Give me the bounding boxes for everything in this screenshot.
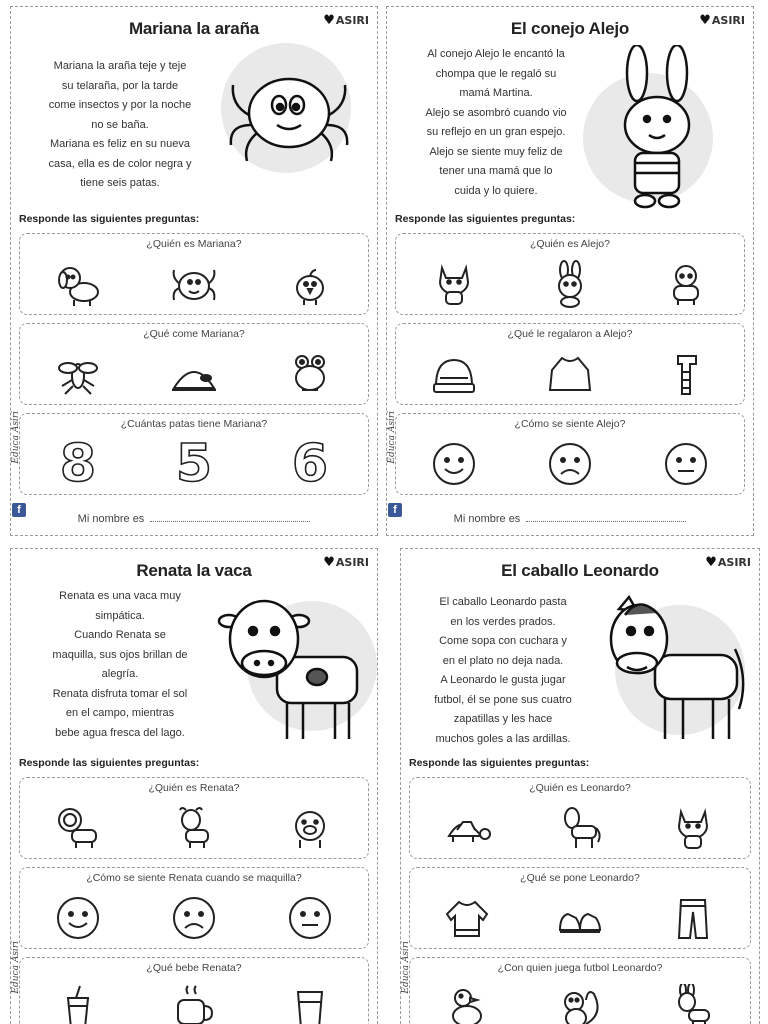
brand-logo: ♥ASIRI <box>699 13 745 28</box>
story-text: Al conejo Alejo le encantó la chompa que le regaló su mamá Martina. Alejo se asombró cuando vio su reflejo en un gran espejo. Alejo se siente muy feliz de tener una mamá que lo cuida y lo quiere. <box>425 48 567 197</box>
answer-option-hat[interactable] <box>428 348 480 400</box>
squirrel-icon <box>556 984 604 1024</box>
answer-option-cat[interactable] <box>428 258 480 310</box>
answer-option-neutral[interactable] <box>284 892 336 944</box>
response-prompt: Responde las siguientes preguntas: <box>19 757 200 769</box>
card-title: Mariana la araña <box>128 19 260 38</box>
cat-icon <box>669 804 717 852</box>
sweater-icon <box>546 350 594 398</box>
answer-option-horse[interactable] <box>554 802 606 854</box>
answer-option-6[interactable]: 6 <box>291 434 329 494</box>
answer-option-spider[interactable] <box>168 258 220 310</box>
story-text: Mariana la araña teje y teje su telaraña, por la tarde come insectos y por la noche no se baña. Mariana es feliz en su nueva casa, ella es de color negra y tiene seis patas. <box>48 60 192 189</box>
facebook-icon: f <box>12 503 26 517</box>
frog-icon <box>286 350 334 398</box>
heart-icon: ♥ <box>323 13 335 28</box>
brand-logo: ♥ASIRI <box>705 555 751 570</box>
happy-face-icon <box>430 440 478 488</box>
card-title: El conejo Alejo <box>510 19 630 38</box>
worksheet-card-renata <box>10 548 378 1024</box>
question-box <box>19 777 369 859</box>
side-label: Educa Asiri <box>387 411 397 464</box>
sheep-icon <box>662 260 710 308</box>
question-box <box>395 323 745 405</box>
question-box <box>19 957 369 1024</box>
question-box <box>409 777 751 859</box>
goat-icon <box>170 804 218 852</box>
answer-option-sheep[interactable] <box>660 258 712 310</box>
question-text: ¿Quién es Mariana? <box>146 238 242 250</box>
question-text: ¿Qué se pone Leonardo? <box>520 872 640 884</box>
turtle-icon <box>443 804 491 852</box>
worksheet-card-leonardo <box>400 548 760 1024</box>
story-text: El caballo Leonardo pasta en los verdes prados. Come sopa con cuchara y en el plato no deja nada. A Leonardo le gusta jugar futbol, él se pone sus cuatro zapatillas y les hace muchos goles a las ardillas. <box>434 596 572 745</box>
answer-option-fly[interactable] <box>52 348 104 400</box>
side-label: Educa Asiri <box>401 941 411 994</box>
answer-option-lion[interactable] <box>52 802 104 854</box>
sad-face-icon <box>546 440 594 488</box>
spider-illustration <box>229 65 349 165</box>
fly-icon <box>54 350 102 398</box>
question-box <box>19 413 369 495</box>
story-text: Renata es una vaca muy simpática. Cuando Renata se maquilla, sus ojos brillan de alegría. Renata disfruta tomar el sol en el campo, mientras bebe agua fresca del lago. <box>52 590 188 739</box>
answer-option-5[interactable]: 5 <box>175 434 213 494</box>
question-box <box>19 323 369 405</box>
rabbit-icon <box>546 260 594 308</box>
answer-option-cocoa[interactable] <box>168 982 220 1024</box>
brand-logo: ♥ASIRI <box>323 555 369 570</box>
response-prompt: Responde las siguientes preguntas: <box>19 213 200 225</box>
answer-option-sad[interactable] <box>544 438 596 490</box>
response-prompt: Responde las siguientes preguntas: <box>409 757 590 769</box>
answer-option-frog[interactable] <box>284 348 336 400</box>
answer-option-goat[interactable] <box>168 802 220 854</box>
lion-icon <box>54 804 102 852</box>
answer-option-sad[interactable] <box>168 892 220 944</box>
question-text: ¿Cómo se siente Renata cuando se maquilla? <box>86 872 302 884</box>
bird-icon <box>286 260 334 308</box>
question-text: ¿Quién es Renata? <box>148 782 240 794</box>
answer-option-cat[interactable] <box>667 802 719 854</box>
answer-option-water-glass[interactable] <box>284 982 336 1024</box>
question-text: ¿Cuántas patas tiene Mariana? <box>120 418 268 430</box>
worksheet-card-alejo <box>386 6 754 536</box>
answer-option-duck[interactable] <box>441 982 493 1024</box>
question-text: ¿Quién es Alejo? <box>530 238 610 250</box>
question-box <box>19 867 369 949</box>
answer-option-scarf[interactable] <box>660 348 712 400</box>
response-prompt: Responde las siguientes preguntas: <box>395 213 576 225</box>
hat-icon <box>430 350 478 398</box>
answer-option-happy[interactable] <box>428 438 480 490</box>
answer-option-squirrel[interactable] <box>554 982 606 1024</box>
heart-icon: ♥ <box>699 13 711 28</box>
neutral-face-icon <box>286 894 334 942</box>
answer-option-happy[interactable] <box>52 892 104 944</box>
sneakers-icon <box>556 894 604 942</box>
rabbit-illustration <box>597 45 717 215</box>
answer-option-pants[interactable] <box>667 892 719 944</box>
answer-option-bird[interactable] <box>284 258 336 310</box>
neutral-face-icon <box>662 440 710 488</box>
heart-icon: ♥ <box>705 555 717 570</box>
heart-icon: ♥ <box>323 555 335 570</box>
question-text: ¿Qué come Mariana? <box>143 328 245 340</box>
donkey-icon <box>669 984 717 1024</box>
answer-option-roast-chicken[interactable] <box>168 348 220 400</box>
horse-icon <box>556 804 604 852</box>
brand-logo: ♥ASIRI <box>323 13 369 28</box>
side-label: Educa Asiri <box>11 941 21 994</box>
question-box <box>409 957 751 1024</box>
horse-illustration <box>599 589 749 749</box>
answer-option-neutral[interactable] <box>660 438 712 490</box>
dog-icon <box>54 260 102 308</box>
name-field[interactable]: Mi nombre es <box>11 513 377 525</box>
worksheet-card-mariana <box>10 6 378 536</box>
side-label: Educa Asiri <box>11 411 21 464</box>
sad-face-icon <box>170 894 218 942</box>
water-glass-icon <box>286 984 334 1024</box>
facebook-icon: f <box>388 503 402 517</box>
sweater-icon <box>443 894 491 942</box>
answer-option-turtle[interactable] <box>441 802 493 854</box>
answer-option-rabbit[interactable] <box>544 258 596 310</box>
question-text: ¿Quién es Leonardo? <box>529 782 631 794</box>
question-text: ¿Qué le regalaron a Alejo? <box>507 328 633 340</box>
answer-option-donkey[interactable] <box>667 982 719 1024</box>
answer-option-sweater[interactable] <box>544 348 596 400</box>
card-title: El caballo Leonardo <box>501 561 659 580</box>
name-field[interactable]: Mi nombre es <box>387 513 753 525</box>
question-text: ¿Cómo se siente Alejo? <box>514 418 626 430</box>
juice-icon <box>54 984 102 1024</box>
answer-option-sweater[interactable] <box>441 892 493 944</box>
happy-face-icon <box>54 894 102 942</box>
answer-option-juice[interactable] <box>52 982 104 1024</box>
question-text: ¿Con quien juega futbol Leonardo? <box>497 962 663 974</box>
duck-icon <box>443 984 491 1024</box>
question-box <box>409 867 751 949</box>
question-box <box>19 233 369 315</box>
question-text: ¿Qué bebe Renata? <box>146 962 242 974</box>
answer-option-pig[interactable] <box>284 802 336 854</box>
answer-option-8[interactable]: 8 <box>59 434 97 494</box>
cocoa-cup-icon <box>170 984 218 1024</box>
question-box <box>395 413 745 495</box>
scarf-icon <box>662 350 710 398</box>
answer-option-dog[interactable] <box>52 258 104 310</box>
roast-chicken-icon <box>170 350 218 398</box>
spider-icon <box>170 260 218 308</box>
cow-illustration <box>217 587 367 747</box>
pig-icon <box>286 804 334 852</box>
question-box <box>395 233 745 315</box>
answer-option-sneakers[interactable] <box>554 892 606 944</box>
cat-icon <box>430 260 478 308</box>
card-title: Renata la vaca <box>136 561 252 580</box>
pants-icon <box>669 894 717 942</box>
